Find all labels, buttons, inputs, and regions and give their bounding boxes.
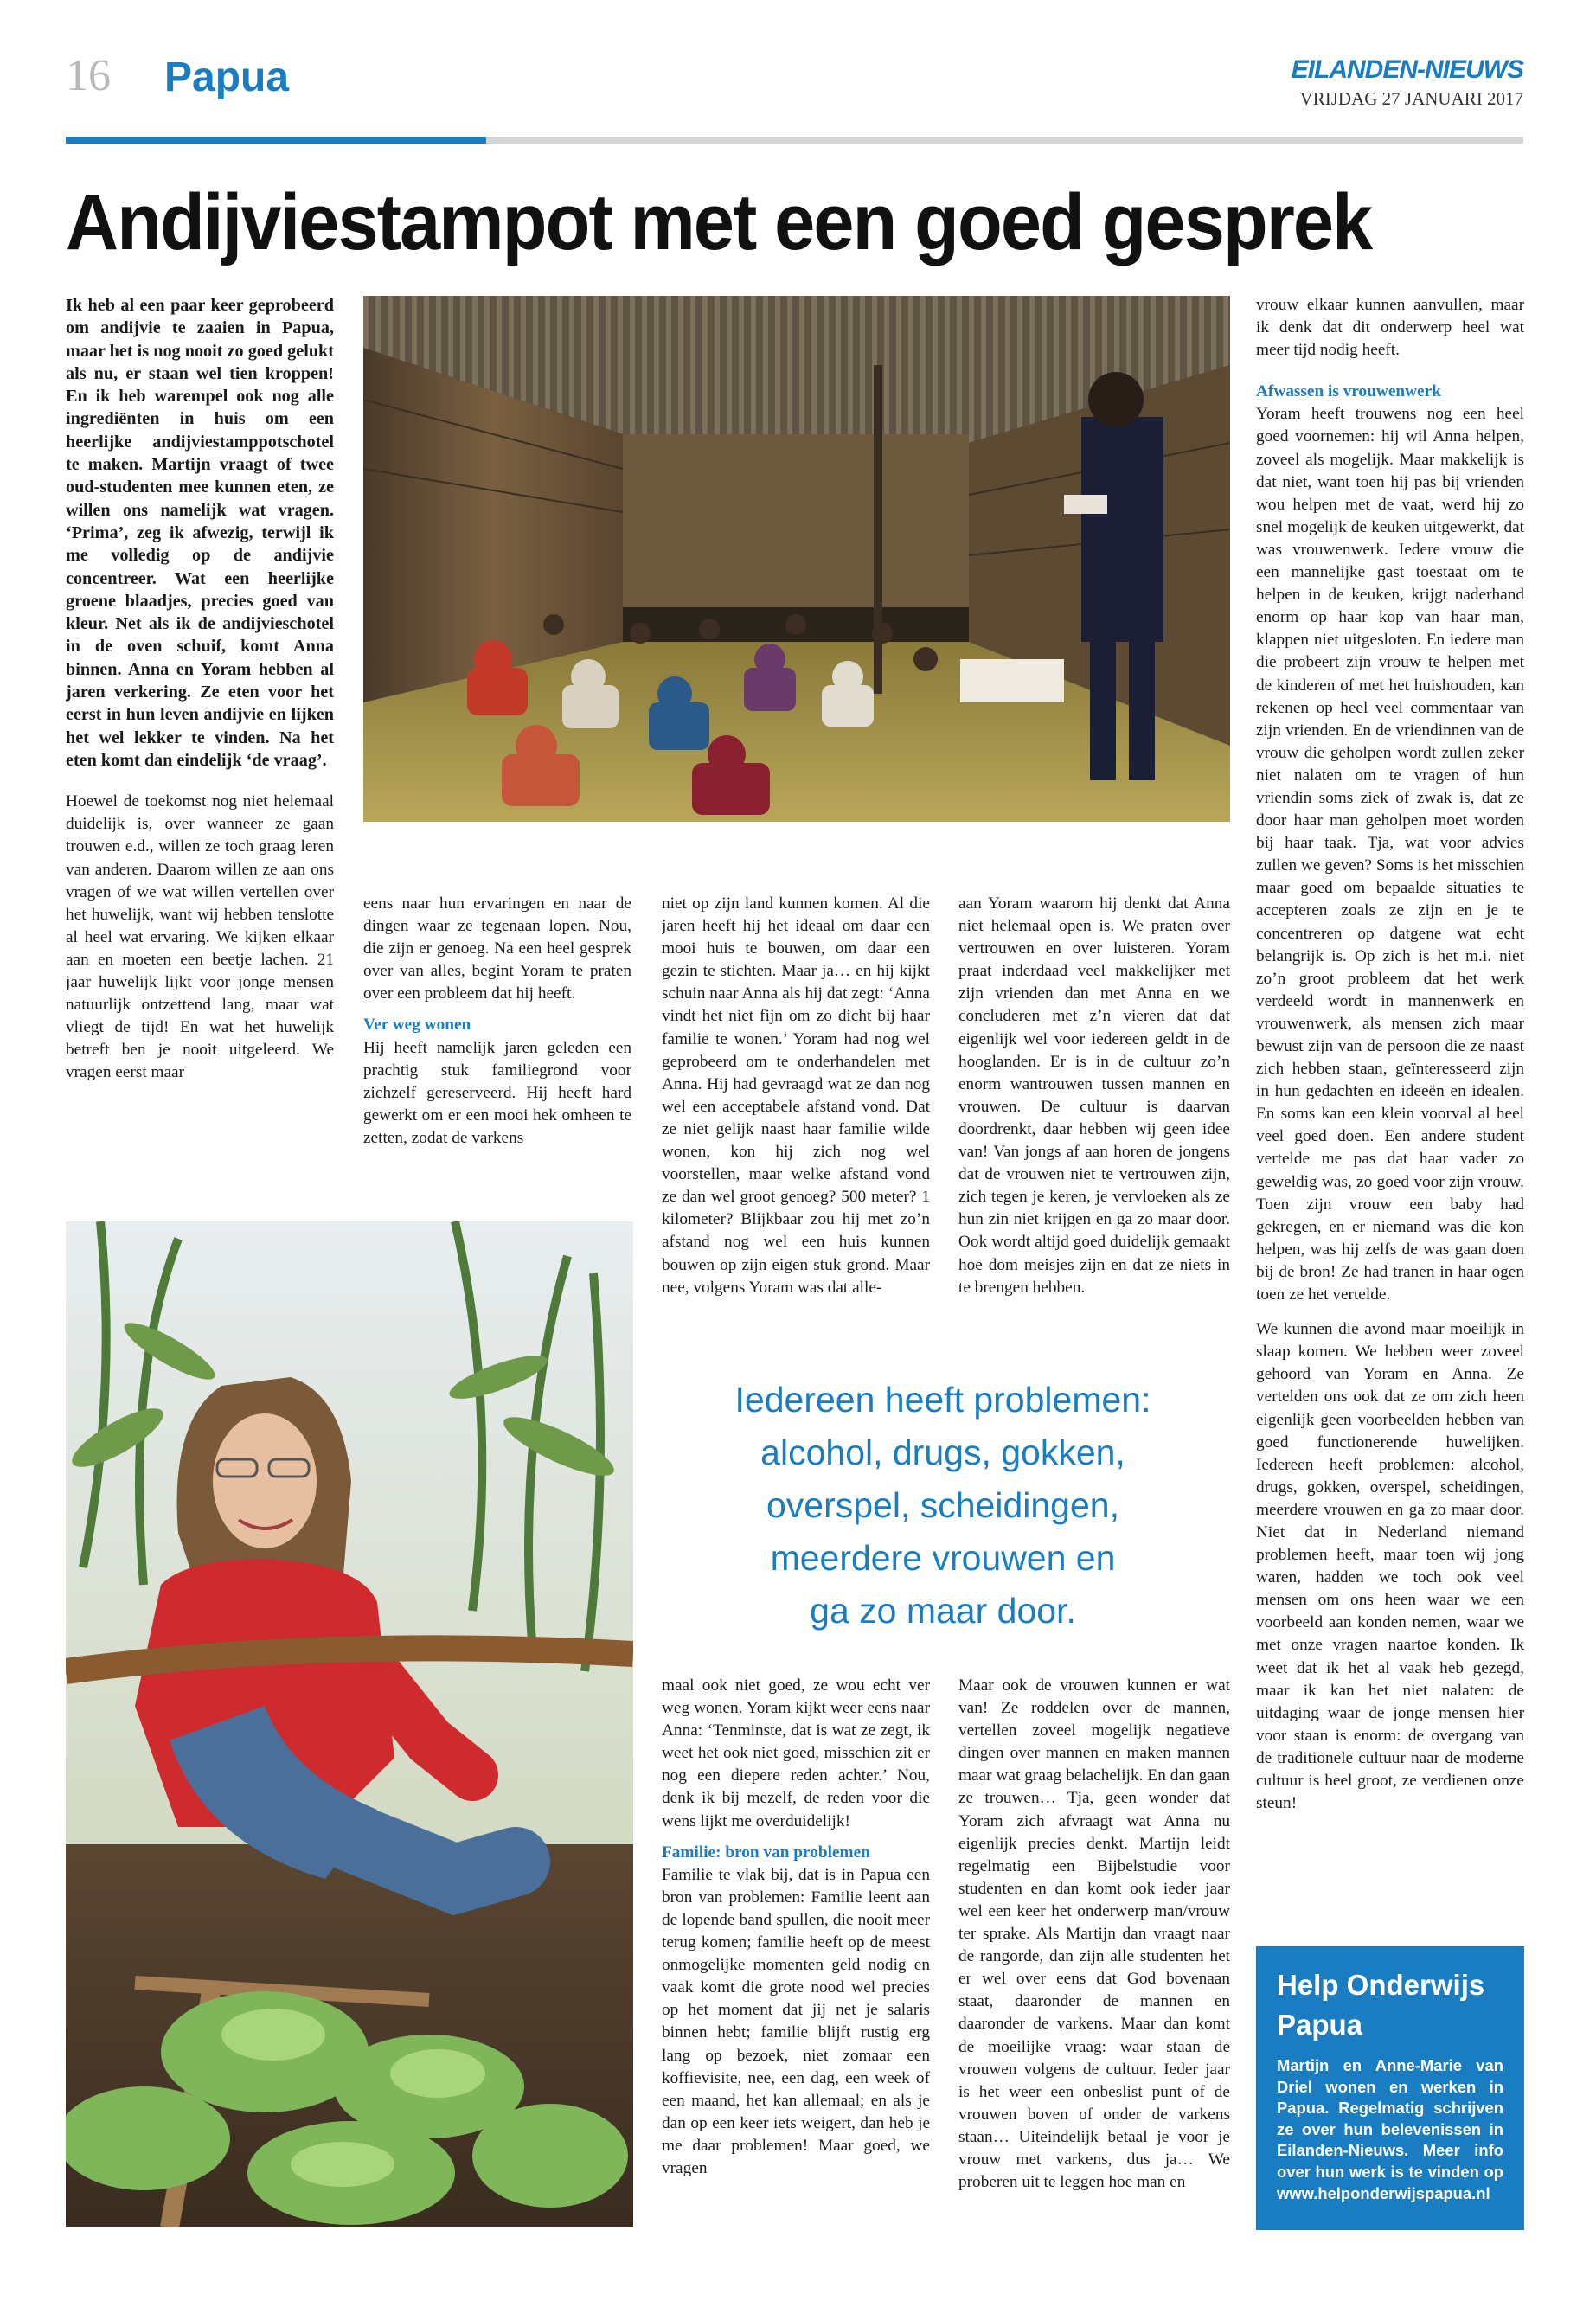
- pull-quote: [640, 1374, 1246, 1638]
- column-5: [1256, 294, 1524, 1929]
- info-box-title: Help Onderwijs Papua: [1277, 1969, 1485, 2041]
- header-rule-accent: [66, 137, 486, 144]
- pull-quote-line: overspel, scheidingen,: [766, 1485, 1119, 1525]
- newspaper-logo: EILANDEN-NIEUWS: [1291, 55, 1523, 84]
- pull-quote-line: alcohol, drugs, gokken,: [760, 1433, 1125, 1472]
- article-paragraph: Yoram heeft trouwens nog een heel goed voornemen: hij wil Anna helpen, zoveel als mogelijk. Maar makkelijk is dat niet, want toen hij pas bij vrienden wou helpen met de vaat, werd hij zo snel mogelijk de keuken uitgewerkt, dat was vrouwenwerk. Iedere vrouw die een mannelijke gast toestaat om te helpen in de keuken, krijgt naderhand enorm op haar kop van haar man, klappen niet uitgesloten. En iedere man die probeert zijn vrouw te helpen met de kinderen of met het huishouden, kan rekenen op heel veel commentaar van zijn vrienden. En de vriendinnen van de vrouw die geholpen wordt zullen zeker niet nalaten om te vragen of hun vriendin soms ziek of zwak is, dat ze door haar man geholpen moet worden bij haar taak. Tja, wat voor advies zullen we geven? Soms is het misschien maar goed om bepaalde situaties te accepteren zoals ze zijn en je te concentreren op datgene wat echt belangrijk is. Op zich is het m.i. niet zo’n groot probleem dat het werk verdeeld wordt in mannenwerk en vrouwenwerk, als mensen zich maar bewust zijn van de persoon die ze naast zich hebben staan, geïnteresseerd zijn in hun gedachten en ideeën en idealen. En soms kan een klein voorval al heel veel goed doen. Een andere student vertelde me pas dat haar vader zo geweldig was, zo goed voor zijn vrouw. Toen zijn vrouw een baby had gekregen, en er niemand was die kon helpen, was hij zelfs de was gaan doen bij de bron! Ze had tranen in haar ogen toen ze het vertelde.: [1256, 405, 1524, 1304]
- article-paragraph: maal ook niet goed, ze wou echt ver weg wonen. Yoram kijkt weer eens naar Anna: ‘Tenminste, dat is wat ze zegt, ik weet het ook niet goed, misschien zit er nog een diepere reden achter.’ Nou, denk ik bij mezelf, de reden voor die wens lijkt me overduidelijk!: [662, 1676, 930, 1830]
- pull-quote-line: Iedereen heeft problemen:: [734, 1380, 1151, 1420]
- article-paragraph: We kunnen die avond maar moeilijk in slaap komen. We hebben weer zoveel gehoord van Yoram en Anna. Ze vertelden ons ook dat ze om zich heen eigenlijk geen voorbeelden hebben van goed functionerende huwelijken. Iedereen heeft problemen: alcohol, drugs, gokken, overspel, scheidingen, meerdere vrouwen en ga zo maar door. Niet dat in Nederland niemand problemen heeft, maar toen wij jong waren, hadden we toch ook veel mensen om ons heen waar we een voorbeeld aan konden nemen, waar we met onze vragen naartoe konden. Ik weet dat ik het al vaak heb gezegd, maar ik kan het niet nalaten: de uitdaging waar de jonge mensen hier voor staan is enorm: de overgang van de traditionele cultuur naar de moderne cultuur is heel groot, ze verdienen onze steun!: [1256, 1320, 1524, 1813]
- issue-date: VRIJDAG 27 JANUARI 2017: [1299, 88, 1523, 109]
- article-paragraph: eens naar hun ervaringen en naar de dingen waar ze tegenaan lopen. Nou, die zijn er genoeg. Na een heel gesprek over van alles, begint Yoram te praten over een probleem dat hij heeft.: [363, 894, 631, 1003]
- photo-woman-in-garden: [66, 1221, 633, 2227]
- photo-church-gathering: [363, 296, 1230, 822]
- column-4: [958, 893, 1230, 1343]
- article-paragraph: vrouw elkaar kunnen aanvullen, maar ik denk dat dit onderwerp heel wat meer tijd nodig heeft.: [1256, 296, 1524, 360]
- article-paragraph: Familie te vlak bij, dat is in Papua een bron van problemen: Familie leent aan de lopende band spullen, die nooit meer terug komen; familie heeft op de meest onmogelijke momenten geld nodig en vaak komt die grote nood wel precies op het moment dat jij net je salaris binnen hebt; familie blijft rustig erg lang op bezoek, niet zomaar een koffievisite, nee, een dag, een week of een maand, het kan allemaal; en als je dan op een keer iets weigert, dan heb je me daar problemen! Maar goed, we vragen: [662, 1865, 930, 2177]
- section-title: Papua: [164, 54, 290, 100]
- pull-quote-line: meerdere vrouwen en: [770, 1538, 1116, 1578]
- column-3: [662, 893, 930, 1343]
- info-box-body: [1277, 2055, 1503, 2204]
- article-paragraph: aan Yoram waarom hij denkt dat Anna niet helemaal open is. We praten over vertrouwen en over luisteren. Yoram praat inderdaad veel makkelijker met zijn vrienden dan met Anna en we concluderen met z’n vieren dat dat eigenlijk wel voor iedereen geldt in de hooglanden. Er is in de cultuur zo’n enorm wantrouwen tussen mannen en vrouwen. De cultuur is daarvan doordrenkt, daar hebben wij geen idee van! Van jongs af aan horen de jongens dat de vrouwen niet te vertrouwen zijn, zich tegen je keren, je vervloeken als ze hun zin niet krijgen en ga zo maar door. Ook wordt altijd goed duidelijk gemaakt hoe dom meisjes zijn en dat ze niets in te brengen hebben.: [958, 894, 1230, 1297]
- info-box-help-onderwijs: [1256, 1946, 1524, 2230]
- column-4-lower: [958, 1675, 1230, 2230]
- article-paragraph: Hoewel de toekomst nog niet helemaal duidelijk is, over wanneer ze gaan trouwen e.d., willen ze toch graag leren van anderen. Daarom willen ze aan ons vragen of we wat willen vertellen over het huwelijk, want wij hebben tenslotte al heel wat ervaring. We kijken elkaar aan en moeten een beetje lachen. 21 jaar huwelijk lijkt voor jonge mensen natuurlijk ontzettend lang, maar wat vliegt de tijd! En wat het huwelijk betreft ben je nooit uitgeleerd. We vragen eerst maar: [66, 792, 334, 1082]
- column-3-lower: [662, 1675, 930, 2230]
- article-paragraph: Hij heeft namelijk jaren geleden een prachtig stuk familiegrond voor zichzelf gereserveerd. Hij heeft hard gewerkt om er een mooi hek omheen te zetten, zodat de varkens: [363, 1038, 631, 1147]
- subheading-afwassen: Afwassen is vrouwenwerk: [1256, 382, 1441, 401]
- article-headline: Andijviestampot met een goed gesprek: [66, 178, 1372, 266]
- article-paragraph: Maar ook de vrouwen kunnen er wat van! Ze roddelen over de mannen, vertellen zoveel mogelijk negatieve dingen over mannen en maken mannen maar wat graag belachelijk. En dan gaan ze trouwen… Tja, geen wonder dat Yoram zich afvraagt wat Anna nu eigenlijk precies denkt. Martijn leidt regelmatig een Bijbelstudie voor studenten en dan komt ook ieder jaar wel een keer het onderwerp man/vrouw ter sprake. Als Martijn dan vraagt naar de rangorde, dan zijn alle studenten het er wel over eens dat God bovenaan staat, daaronder de mannen en daaronder de varkens. Maar dan komt de moeilijke vraag: waar staan de vrouwen volgens de cultuur. Ieder jaar is het weer een onbeslist punt of de vrouwen boven of onder de varkens staan… Uiteindelijk betaal je voor je vrouw met varkens, dus ja… We proberen uit te leggen hoe man en: [958, 1676, 1230, 2192]
- info-box-text: Martijn en Anne-Marie van Driel wonen en werken in Papua. Regelmatig schrijven ze over hun belevenissen in Eilanden-Nieuws. Meer info over hun werk is te vinden op www.helponderwijspapua.nl: [1277, 2056, 1503, 2202]
- pull-quote-line: ga zo maar door.: [810, 1591, 1076, 1631]
- column-2: [363, 893, 631, 1187]
- column-1: [66, 294, 334, 1185]
- article-intro: Ik heb al een paar keer geprobeerd om andijvie te zaaien in Papua, maar het is nog nooit zo goed gelukt als nu, er staan wel tien kroppen! En ik heb warempel ook nog alle ingrediënten in huis om een heerlijke andijviestamppotschotel te maken. Martijn vraagt of twee oud-studenten mee kunnen eten, ze willen ons namelijk wat vragen. ‘Prima’, zeg ik afwezig, terwijl ik me volledig op de andijvie concentreer. Wat een heerlijke groene blaadjes, precies goed van kleur. Net als ik de andijvieschotel in de oven schuif, komt Anna binnen. Anna en Yoram hebben al jaren verkering. Ze eten voor het eerst in hun leven andijvie en lijken het wel lekker te vinden. Na het eten komt dan eindelijk ‘de vraag’.: [66, 296, 334, 770]
- subheading-familie: Familie: bron van problemen: [662, 1843, 870, 1862]
- subheading-ver-weg-wonen: Ver weg wonen: [363, 1016, 471, 1035]
- page-number: 16: [66, 51, 111, 100]
- article-paragraph: niet op zijn land kunnen komen. Al die jaren heeft hij het ideaal om daar een mooi huis te bouwen, om daar een gezin te stichten. Maar ja… en hij kijkt schuin naar Anna als hij dat zegt: ‘Anna vindt het niet fijn om zo dicht bij haar familie te wonen.’ Yoram had nog wel geprobeerd om te onderhandelen met Anna. Hij had gevraagd wat ze dan nog wel een acceptabele afstand vond. Dat ze niet gelijk naast haar familie wilde wonen, kon hij zich nog wel voorstellen, maar welke afstand vond ze dan wel groot genoeg? 500 meter? 1 kilometer? Blijkbaar zou hij met zo’n afstand nog wel een huis kunnen bouwen op zijn eigen stuk grond. Maar nee, volgens Yoram was dat alle-: [662, 894, 930, 1297]
